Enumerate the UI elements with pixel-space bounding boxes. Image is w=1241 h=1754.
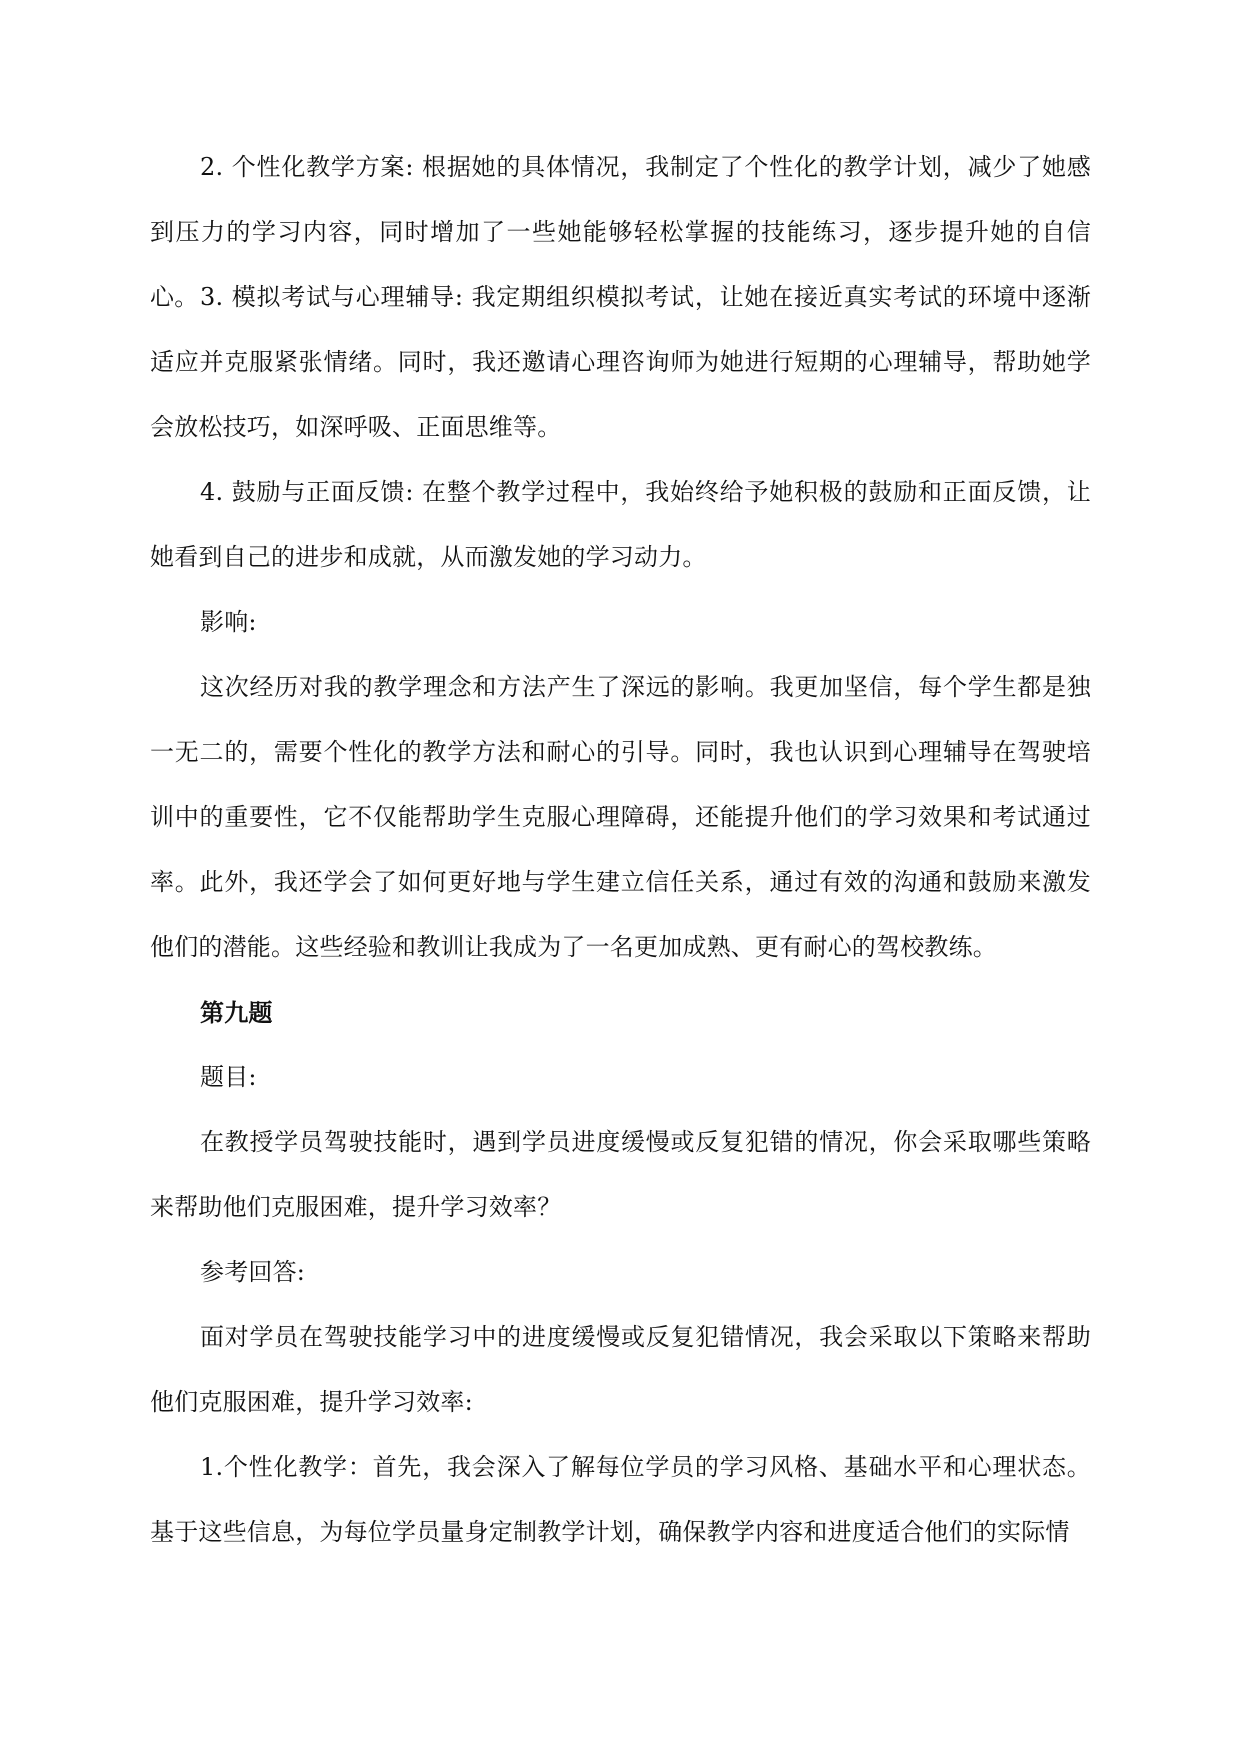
paragraph-answer-point-1: 1.个性化教学：首先，我会深入了解每位学员的学习风格、基础水平和心理状态。基于这些信息，为每位学员量身定制教学计划，确保教学内容和进度适合他们的实际情 <box>150 1453 1091 1546</box>
label-question: 题目: <box>200 1063 257 1091</box>
label-reference-answer: 参考回答: <box>200 1258 306 1286</box>
paragraph-impact-body: 这次经历对我的教学理念和方法产生了深远的影响。我更加坚信，每个学生都是独一无二的，需要个性化的教学方法和耐心的引导。同时，我也认识到心理辅导在驾驶培训中的重要性，它不仅能帮助学生克服心理障碍，还能提升他们的学习效果和考试通过率。此外，我还学会了如何更好地与学生建立信任关系，通过有效的沟通和鼓励来激发他们的潜能。这些经验和教训让我成为了一名更加成熟、更有耐心的驾校教练。 <box>150 673 1091 961</box>
document-page <box>150 0 1091 1754</box>
question-heading: 第九题 <box>200 998 273 1027</box>
paragraph-encouragement: 4. 鼓励与正面反馈: 在整个教学过程中，我始终给予她积极的鼓励和正面反馈，让她看到自己的进步和成就，从而激发她的学习动力。 <box>150 478 1091 571</box>
paragraph-question-body: 在教授学员驾驶技能时，遇到学员进度缓慢或反复犯错的情况，你会采取哪些策略来帮助他们克服困难，提升学习效率？ <box>150 1128 1091 1221</box>
label-impact: 影响: <box>200 608 257 636</box>
paragraph-mock-exam: 3. 模拟考试与心理辅导: 我定期组织模拟考试，让她在接近真实考试的环境中逐渐适应并克服紧张情绪。同时，我还邀请心理咨询师为她进行短期的心理辅导，帮助她学会放松技巧，如深呼吸、正面思维等。 <box>150 283 1091 441</box>
paragraph-answer-intro: 面对学员在驾驶技能学习中的进度缓慢或反复犯错情况，我会采取以下策略来帮助他们克服困难，提升学习效率: <box>150 1323 1091 1416</box>
paragraph-personalized-plan: 2. 个性化教学方案: 根据她的具体情况，我制定了个性化的教学计划，减少了她感到压力的学习内容，同时增加了一些她能够轻松掌握的技能练习，逐步提升她的自信心。 <box>150 153 1091 311</box>
